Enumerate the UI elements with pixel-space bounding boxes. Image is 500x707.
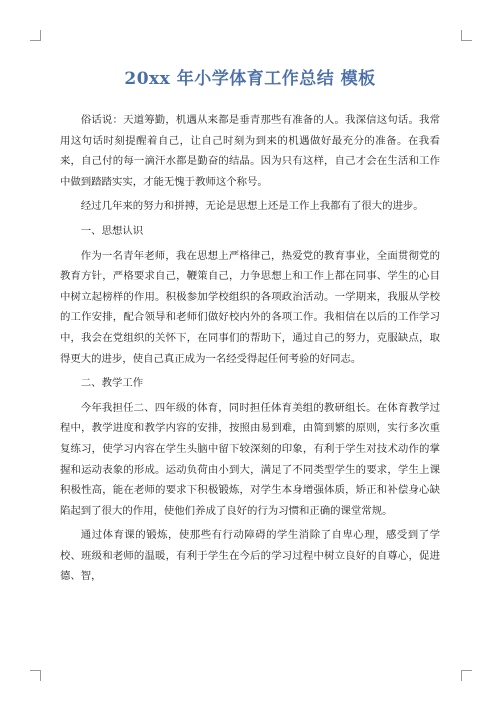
paragraph-thought: 作为一名青年老师，我在思想上严格律己，热爱党的教育事业，全面贯彻党的教育方针，严格要求自己，鞭策自己，力争思想上和工作上都在同事、学生的心目中树立起榜样的作用。积极参加学校组织的各项政治活动。一学期来，我服从学校的工作安排，配合领导和老师们做好校内外的各项工作。我相信在以后的工作学习中，我会在党组织的关怀下，在同事们的帮助下，通过自己的努力，克服缺点，取得更大的进步，使自己真正成为一名经受得起任何考验的好同志。 (60, 249, 440, 365)
crop-mark-top-right (461, 30, 472, 41)
paragraph-progress: 经过几年来的努力和拼搏，无论是思想上还是工作上我都有了很大的进步。 (80, 200, 424, 213)
section-heading-teaching: 二、教学工作 (80, 377, 144, 390)
crop-mark-bottom-right (461, 670, 472, 681)
paragraph-teaching: 今年我担任二、四年级的体育，同时担任体育美组的教研组长。在体育教学过程中，教学进度和教学内容的安排，按照由易到难，由简到繁的原则，实行多次重复练习，使学习内容在学生头脑中留下较深刻的印象，有利于学生对技术动作的掌握和运动表象的形成。运动负荷由小到大，满足了不同类型学生的要求，学生上课积极性高，能在老师的要求下积极锻炼，对学生本身增强体质，矫正和补偿身心缺陷起到了很大的作用，使他们养成了良好的行为习惯和正确的课堂常规。 (60, 401, 440, 517)
crop-mark-top-left (30, 30, 41, 41)
paragraph-intro: 俗话说：天道筹勤，机遇从来都是垂青那些有准备的人。我深信这句话。我常用这句话时刻提醒着自己，让自己时刻为到来的机遇做好最充分的准备。在我看来，自己付的每一滴汗水都是勤奋的结晶。因为只有这样，自己才会在生活和工作中做到踏踏实实，才能无愧于教师这个称号。 (60, 114, 440, 188)
document-body (60, 110, 440, 591)
section-heading-thought: 一、思想认识 (80, 224, 144, 237)
crop-mark-bottom-left (30, 670, 41, 681)
document-title: 20xx 年小学体育工作总结 模板 (124, 69, 376, 89)
paragraph-pe-benefit: 通过体育课的锻炼，使那些有行动障碍的学生消除了自卑心理，感受到了学校、班级和老师的温暖，有利于学生在今后的学习过程中树立良好的自尊心，促进德、智， (60, 529, 440, 583)
